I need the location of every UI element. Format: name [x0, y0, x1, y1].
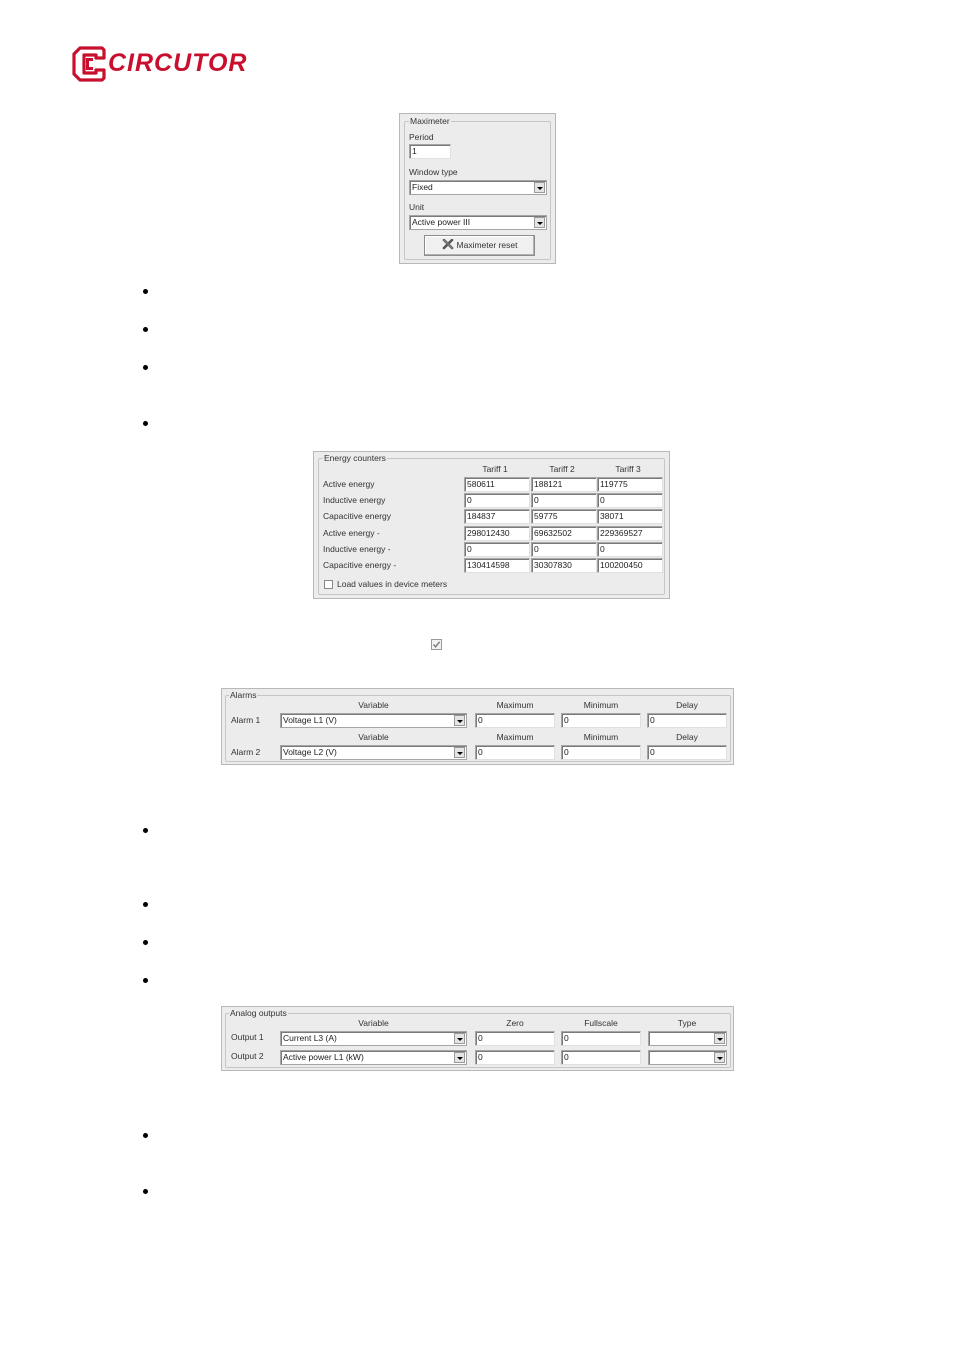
- checked-checkbox[interactable]: [431, 639, 442, 650]
- energy-row-label: Active energy: [323, 479, 375, 489]
- output-zero-input[interactable]: 0: [475, 1031, 555, 1046]
- chevron-down-icon[interactable]: [454, 1052, 465, 1063]
- energy-value-input[interactable]: 298012430: [464, 526, 530, 541]
- alarm-minimum-input[interactable]: 0: [561, 713, 641, 728]
- period-label: Period: [409, 132, 434, 142]
- energy-value-input[interactable]: 38071: [597, 509, 663, 524]
- output-zero-input[interactable]: 0: [475, 1050, 555, 1065]
- analog-outputs-group: [225, 1008, 731, 1068]
- bullet-marker: [143, 1189, 148, 1194]
- reset-button-label: Maximeter reset: [456, 240, 518, 250]
- bullet-marker: [143, 978, 148, 983]
- energy-value-input[interactable]: 0: [531, 542, 597, 557]
- alarms-panel: [221, 688, 734, 765]
- output-fullscale-input[interactable]: 0: [561, 1050, 641, 1065]
- energy-value-input[interactable]: 0: [597, 493, 663, 508]
- energy-value-input[interactable]: 0: [531, 493, 597, 508]
- energy-value-input[interactable]: 0: [464, 542, 530, 557]
- window-type-label: Window type: [409, 167, 458, 177]
- output-type-select[interactable]: [648, 1050, 727, 1065]
- variable-header: Variable: [358, 1018, 389, 1028]
- analog-outputs-panel: [221, 1006, 734, 1071]
- chevron-down-icon[interactable]: [714, 1033, 725, 1044]
- output-fullscale-input[interactable]: 0: [561, 1031, 641, 1046]
- variable-header: Variable: [358, 700, 389, 710]
- alarm-variable-select[interactable]: [280, 713, 467, 728]
- bullet-marker: [143, 828, 148, 833]
- type-header: Type: [677, 1018, 697, 1028]
- alarm-delay-input[interactable]: 0: [647, 713, 727, 728]
- energy-row-label: Capacitive energy: [323, 511, 392, 521]
- output-type-select[interactable]: [648, 1031, 727, 1046]
- chevron-down-icon[interactable]: [454, 715, 465, 726]
- energy-row-label: Capacitive energy -: [323, 560, 397, 570]
- energy-value-input[interactable]: 188121: [531, 477, 597, 492]
- energy-value-input[interactable]: 69632502: [531, 526, 597, 541]
- output-variable-select[interactable]: [280, 1050, 467, 1065]
- energy-counters-legend: Energy counters: [324, 453, 386, 463]
- output-variable-value: Active power L1 (kW): [283, 1052, 364, 1062]
- energy-value-input[interactable]: 580611: [464, 477, 530, 492]
- bullet-marker: [143, 1133, 148, 1138]
- energy-value-input[interactable]: 100200450: [597, 558, 663, 573]
- tariff-header: Tariff 2: [549, 464, 575, 474]
- alarm-minimum-input[interactable]: 0: [561, 745, 641, 760]
- energy-value-input[interactable]: 0: [597, 542, 663, 557]
- alarms-legend: Alarms: [230, 690, 257, 700]
- alarm-variable-select[interactable]: [280, 745, 467, 760]
- bullet-marker: [143, 940, 148, 945]
- delay-header: Delay: [676, 732, 698, 742]
- energy-value-input[interactable]: 119775: [597, 477, 663, 492]
- chevron-down-icon[interactable]: [534, 182, 545, 193]
- unit-label: Unit: [409, 202, 425, 212]
- alarms-group: [225, 690, 731, 762]
- maximeter-reset-button[interactable]: [424, 235, 535, 256]
- window-type-select[interactable]: [409, 180, 547, 195]
- variable-header: Variable: [358, 732, 389, 742]
- maximeter-group: [404, 116, 551, 260]
- energy-row-label: Inductive energy -: [323, 544, 391, 554]
- energy-value-input[interactable]: 229369527: [597, 526, 663, 541]
- energy-counters-panel: [313, 451, 670, 599]
- bullet-marker: [143, 289, 148, 294]
- energy-value-input[interactable]: 130414598: [464, 558, 530, 573]
- maximum-header: Maximum: [496, 732, 534, 742]
- output-row-label: Output 2: [231, 1051, 264, 1061]
- alarm-row-label: Alarm 1: [231, 715, 261, 725]
- chevron-down-icon[interactable]: [534, 217, 545, 228]
- fullscale-header: Fullscale: [584, 1018, 618, 1028]
- energy-row-label: Active energy -: [323, 528, 380, 538]
- tariff-header: Tariff 3: [615, 464, 641, 474]
- unit-select[interactable]: [409, 215, 547, 230]
- energy-value-input[interactable]: 184837: [464, 509, 530, 524]
- period-input[interactable]: 1: [409, 144, 451, 159]
- alarm-row-label: Alarm 2: [231, 747, 261, 757]
- circutor-logo-icon: [72, 46, 106, 82]
- analog-outputs-legend: Analog outputs: [230, 1008, 287, 1018]
- alarm-maximum-input[interactable]: 0: [475, 745, 555, 760]
- alarm-variable-value: Voltage L2 (V): [283, 747, 337, 757]
- tariff-header: Tariff 1: [482, 464, 508, 474]
- energy-value-input[interactable]: 59775: [531, 509, 597, 524]
- energy-row-label: Inductive energy: [323, 495, 386, 505]
- load-values-label: Load values in device meters: [337, 579, 448, 589]
- energy-value-input[interactable]: 30307830: [531, 558, 597, 573]
- alarm-delay-input[interactable]: 0: [647, 745, 727, 760]
- delay-header: Delay: [676, 700, 698, 710]
- chevron-down-icon[interactable]: [454, 1033, 465, 1044]
- bullet-marker: [143, 902, 148, 907]
- maximeter-legend: Maximeter: [410, 116, 450, 126]
- circutor-logo: [72, 46, 247, 82]
- alarm-maximum-input[interactable]: 0: [475, 713, 555, 728]
- energy-counters-group: [318, 453, 665, 595]
- maximum-header: Maximum: [496, 700, 534, 710]
- minimum-header: Minimum: [583, 700, 619, 710]
- window-type-value: Fixed: [412, 182, 433, 192]
- bullet-marker: [143, 365, 148, 370]
- reset-icon: [442, 239, 454, 250]
- unit-value: Active power III: [412, 217, 471, 227]
- bullet-marker: [143, 327, 148, 332]
- chevron-down-icon[interactable]: [714, 1052, 725, 1063]
- load-values-checkbox[interactable]: [324, 580, 333, 589]
- check-icon: [432, 640, 441, 649]
- alarm-variable-value: Voltage L1 (V): [283, 715, 337, 725]
- minimum-header: Minimum: [583, 732, 619, 742]
- maximeter-panel: [399, 113, 556, 264]
- output-variable-value: Current L3 (A): [283, 1033, 337, 1043]
- brand-name: CIRCUTOR: [108, 49, 248, 77]
- zero-header: Zero: [506, 1018, 524, 1028]
- chevron-down-icon[interactable]: [454, 747, 465, 758]
- bullet-marker: [143, 421, 148, 426]
- energy-value-input[interactable]: 0: [464, 493, 530, 508]
- output-variable-select[interactable]: [280, 1031, 467, 1046]
- output-row-label: Output 1: [231, 1032, 264, 1042]
